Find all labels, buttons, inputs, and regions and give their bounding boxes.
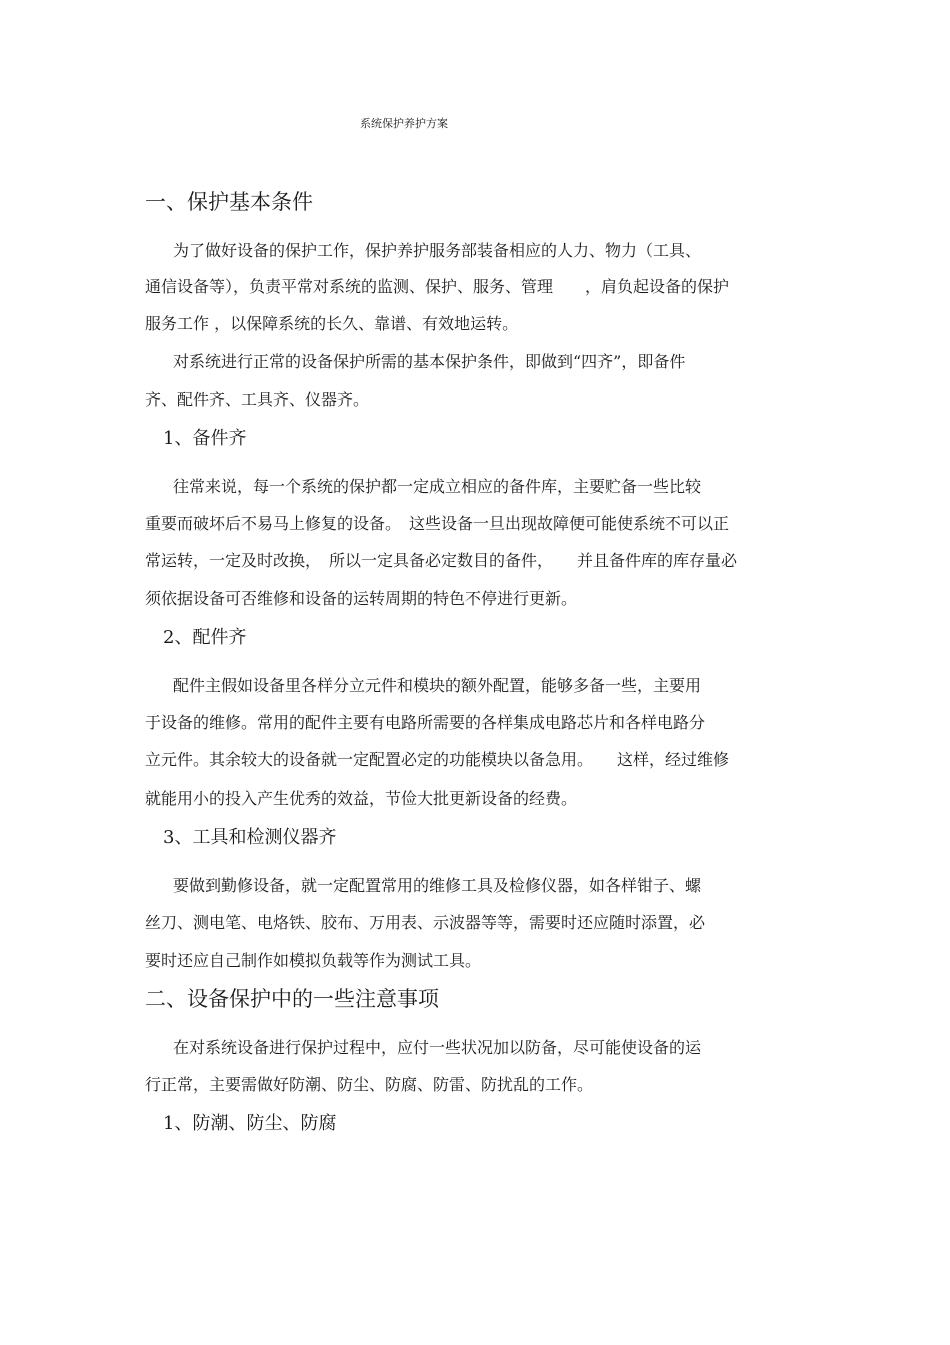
paragraph-line: 于设备的维修。常用的配件主要有电路所需要的各样集成电路芯片和各样电路分 [145,713,706,732]
paragraph-line: 在对系统设备进行保护过程中，应付一些状况加以防备，尽可能使设备的运 [173,1038,702,1057]
section-1-heading: 一、保护基本条件 [145,190,313,214]
paragraph-line: 配件主假如设备里各样分立元件和模块的额外配置，能够多备一些，主要用 [173,676,702,695]
paragraph-line: 齐、配件齐、工具齐、仪器齐。 [145,390,370,409]
paragraph-line: 立元件。其余较大的设备就一定配置必定的功能模块以备急用。 这样，经过维修 [145,750,730,769]
paragraph-line: 对系统进行正常的设备保护所需的基本保护条件，即做到“四齐”，即备件 [173,352,686,371]
paragraph-line: 要时还应自己制作如模拟负载等作为测试工具。 [145,951,482,970]
subsection-heading-1-3: 3、工具和检测仪器齐 [163,827,337,848]
paragraph-line: 要做到勤修设备，就一定配置常用的维修工具及检修仪器，如各样钳子、螺 [173,876,702,895]
paragraph-line: 通信设备等），负责平常对系统的监测、保护、服务、管理 ，肩负起设备的保护 [145,277,730,296]
paragraph-line: 往常来说，每一个系统的保护都一定成立相应的备件库，主要贮备一些比较 [173,477,702,496]
running-title: 系统保护养护方案 [360,117,448,130]
paragraph-line: 重要而破坏后不易马上修复的设备。 这些设备一旦出现故障便可能使系统不可以正 [145,514,730,533]
subsection-heading-1-2: 2、配件齐 [163,627,247,648]
paragraph-line: 行正常，主要需做好防潮、防尘、防腐、防雷、防扰乱的工作。 [145,1075,594,1094]
paragraph-line: 常运转，一定及时改换， 所以一定具备必定数目的备件， 并且备件库的库存量必 [145,551,738,570]
paragraph-line: 为了做好设备的保护工作，保护养护服务部装备相应的人力、物力（工具、 [173,241,702,260]
paragraph-line: 就能用小的投入产生优秀的效益，节俭大批更新设备的经费。 [145,789,578,808]
subsection-heading-1-1: 1、备件齐 [163,428,247,449]
paragraph-line: 须依据设备可否维修和设备的运转周期的特色不停进行更新。 [145,589,578,608]
paragraph-line: 服务工作 ，以保障系统的长久、靠谱、有效地运转。 [145,314,519,333]
subsection-heading-2-1: 1、防潮、防尘、防腐 [163,1113,337,1134]
section-2-heading: 二、设备保护中的一些注意事项 [145,987,439,1011]
paragraph-line: 丝刀、测电笔、电烙铁、胶布、万用表、示波器等等，需要时还应随时添置，必 [145,913,706,932]
